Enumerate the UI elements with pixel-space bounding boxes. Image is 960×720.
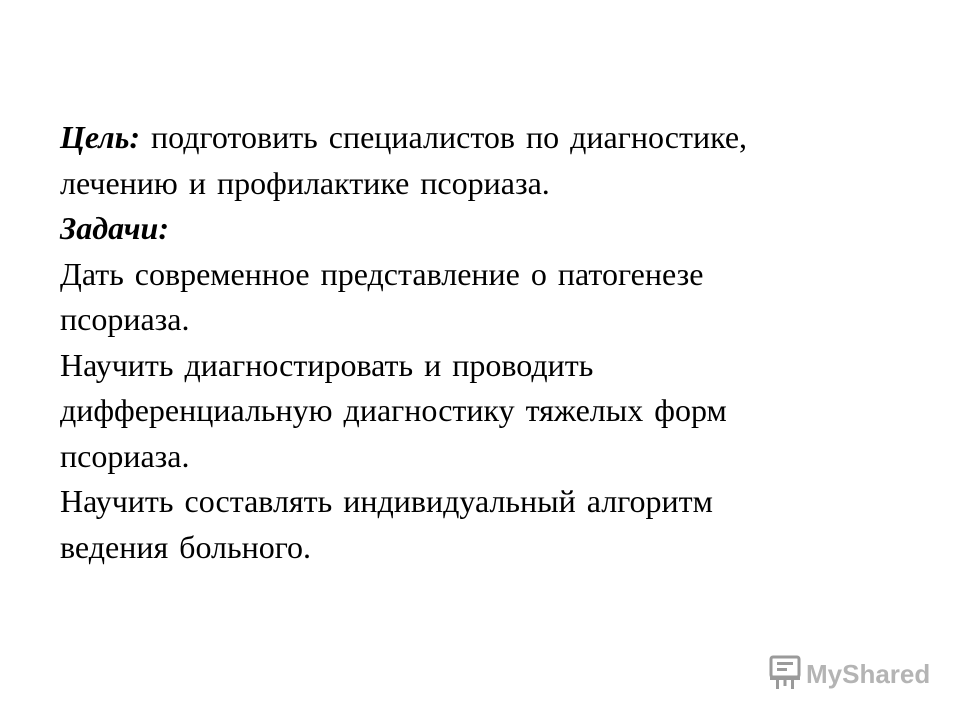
task-3-line-2: ведения больного.: [60, 528, 312, 565]
tasks-label: Задачи:: [60, 210, 169, 246]
task-1-line-1: Дать современное представление о патогенезе: [60, 255, 704, 292]
goal-line-2: лечению и профилактике псориаза.: [60, 164, 550, 201]
myshared-watermark: [768, 654, 930, 694]
presentation-board-icon: [768, 654, 802, 695]
goal-line-1: [60, 115, 920, 161]
task-1-line-2: псориаза.: [60, 301, 190, 337]
goal-label: Цель:: [60, 119, 140, 155]
watermark-text: MyShared: [806, 658, 931, 689]
task-3-line-1: Научить составлять индивидуальный алгоритм: [60, 483, 713, 519]
task-2-line-3: псориаза.: [60, 437, 190, 474]
slide-content: [60, 115, 920, 570]
task-2-line-1: Научить диагностировать и проводить: [60, 346, 594, 383]
task-2-line-2: дифференциальную диагностику тяжелых форм: [60, 392, 727, 428]
goal-text: подготовить специалистов по диагностике,: [151, 119, 748, 155]
